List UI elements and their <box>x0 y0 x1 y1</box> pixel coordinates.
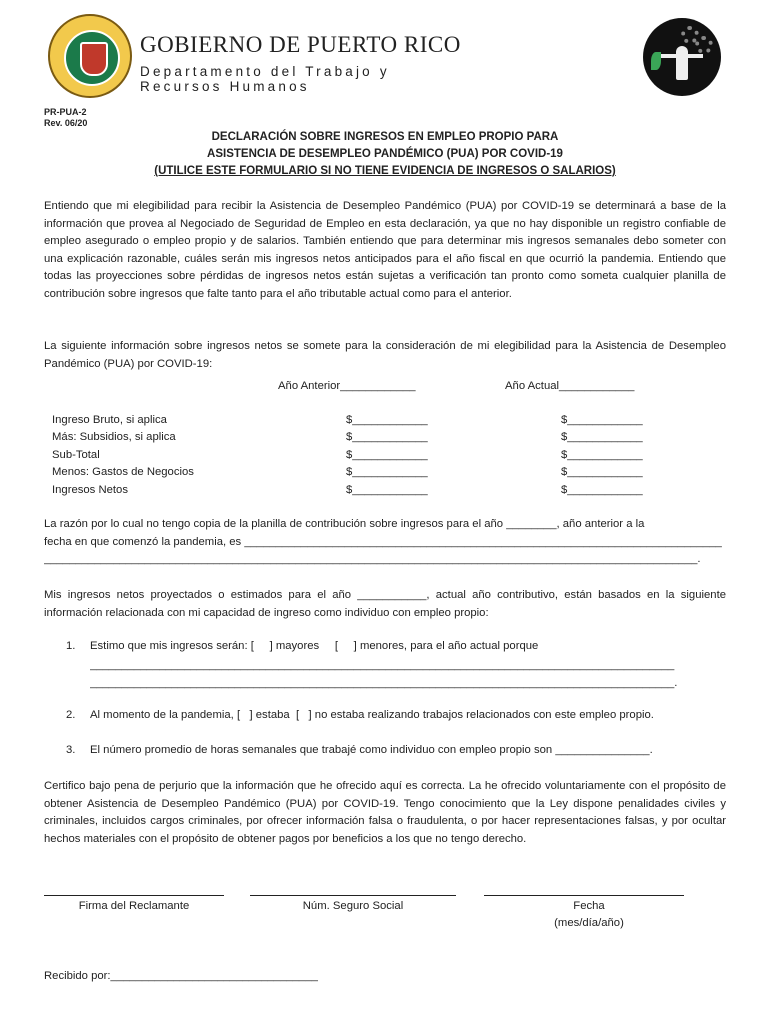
department-logo <box>643 18 721 96</box>
form-title-line2: ASISTENCIA DE DESEMPLEO PANDÉMICO (PUA) POR COVID-19 <box>207 148 563 160</box>
gross-income-prev-field[interactable]: $____________ <box>346 414 428 426</box>
row-label-business-expenses: Menos: Gastos de Negocios <box>52 466 194 478</box>
previous-year-column-header[interactable]: Año Anterior____________ <box>278 380 416 392</box>
ssn-label: Núm. Seguro Social <box>302 900 404 912</box>
form-revision: Rev. 06/20 <box>44 118 88 128</box>
item-3-number: 3. <box>66 744 76 756</box>
leaf-icon <box>651 52 661 70</box>
date-format-label: (mes/día/año) <box>554 917 624 929</box>
form-code: PR-PUA-2 <box>44 107 87 117</box>
puerto-rico-seal-logo <box>48 14 132 98</box>
department-name-line1: Departamento del Trabajo y <box>140 64 390 79</box>
row-label-subtotal: Sub-Total <box>52 449 100 461</box>
item-1-number: 1. <box>66 640 76 652</box>
subsidies-prev-field[interactable]: $____________ <box>346 431 428 443</box>
item-2-text[interactable]: Al momento de la pandemia, [ ] estaba [ ] no estaba realizando trabajos relacionados con este empleo propio. <box>90 709 654 721</box>
projected-income-paragraph: Mis ingresos netos proyectados o estimados para el año ___________, actual año contributivo, están basados en la siguiente información relacionada con mi capacidad de ingreso como individuo con empleo propio: <box>44 589 726 619</box>
claimant-signature-label: Firma del Reclamante <box>78 900 190 912</box>
row-label-net-income: Ingresos Netos <box>52 484 128 496</box>
date-line[interactable] <box>484 895 684 896</box>
seal-inner-ring <box>64 30 120 86</box>
worker-figure-icon <box>676 46 688 80</box>
net-income-prev-field[interactable]: $____________ <box>346 484 428 496</box>
subsidies-curr-field[interactable]: $____________ <box>561 431 643 443</box>
item-1-blank-line-2[interactable]: _____________________________________________________________________________________________ <box>90 659 675 671</box>
subtotal-curr-field[interactable]: $____________ <box>561 449 643 461</box>
expenses-curr-field[interactable]: $____________ <box>561 466 643 478</box>
form-title-line3: (UTILICE ESTE FORMULARIO SI NO TIENE EVIDENCIA DE INGRESOS O SALARIOS) <box>154 165 616 177</box>
agency-name: GOBIERNO DE PUERTO RICO <box>140 32 461 57</box>
row-label-subsidies: Más: Subsidios, si aplica <box>52 431 176 443</box>
current-year-column-header[interactable]: Año Actual____________ <box>505 380 635 392</box>
expenses-prev-field[interactable]: $____________ <box>346 466 428 478</box>
gear-icon <box>695 36 713 54</box>
reason-line-2[interactable]: fecha en que comenzó la pandemia, es ____________________________________________________________________________ <box>44 536 722 548</box>
claimant-signature-line[interactable] <box>44 895 224 896</box>
income-intro-paragraph: La siguiente información sobre ingresos netos se somete para la consideración de mi elegibilidad para la Asistencia de Desempleo Pandémico (PUA) por COVID-19: <box>44 340 726 370</box>
received-by-field[interactable]: Recibido por:_________________________________ <box>44 970 318 982</box>
item-1-text[interactable]: Estimo que mis ingresos serán: [ ] mayores [ ] menores, para el año actual porque <box>90 640 539 652</box>
subtotal-prev-field[interactable]: $____________ <box>346 449 428 461</box>
certification-paragraph: Certifico bajo pena de perjurio que la información que he ofrecido aquí es correcta. La he ofrecido voluntariamente con el propósito de obtener Asistencia de Desempleo Pandémico (PUA) por COVID-19. Tengo conocimiento que la Ley dispone penalidades civiles y criminales, incluidos cargos criminales, por ofrecer información falsa o fraudulenta, o por hacer representaciones falsas, y por ocultar hechos materiales con el propósito de obtener pagos por beneficios a los que no tengo derecho. <box>44 780 726 845</box>
department-name-line2: Recursos Humanos <box>140 79 310 94</box>
intro-paragraph: Entiendo que mi elegibilidad para recibir la Asistencia de Desempleo Pandémico (PUA) por COVID-19 se determinará a base de la información que provea al Negociado de Seguridad de Empleo en esta declaración, ya que no hay disponible un registro confiable de empleo asegurado o empleo propio y de salarios. También entiendo que para determinar mis ingresos semanales debo someter con una explicación razonable, cuáles serán mis ingresos netos anticipados para el año fiscal en que ocurrió la pandemia. Entiendo que todas las proyecciones sobre pérdidas de ingresos netos están sujetas a verificación tan pronto como someta cualquier planilla de contribución sobre ingresos que falte tanto para el año tributable actual como para el anterior. <box>44 200 726 300</box>
ssn-line[interactable] <box>250 895 456 896</box>
form-title-line1: DECLARACIÓN SOBRE INGRESOS EN EMPLEO PROPIO PARA <box>211 131 559 143</box>
net-income-curr-field[interactable]: $____________ <box>561 484 643 496</box>
reason-line-1[interactable]: La razón por lo cual no tengo copia de la planilla de contribución sobre ingresos para el año ________, año anterior a la <box>44 518 645 530</box>
item-2-number: 2. <box>66 709 76 721</box>
reason-line-3[interactable]: ________________________________________________________________________________________________________. <box>44 553 701 565</box>
row-label-gross-income: Ingreso Bruto, si aplica <box>52 414 167 426</box>
item-3-text[interactable]: El número promedio de horas semanales que trabajé como individuo con empleo propio son _______________. <box>90 744 653 756</box>
gross-income-curr-field[interactable]: $____________ <box>561 414 643 426</box>
item-1-blank-line-3[interactable]: _____________________________________________________________________________________________. <box>90 677 678 689</box>
date-label: Fecha <box>573 900 605 912</box>
seal-shield-icon <box>80 42 108 76</box>
